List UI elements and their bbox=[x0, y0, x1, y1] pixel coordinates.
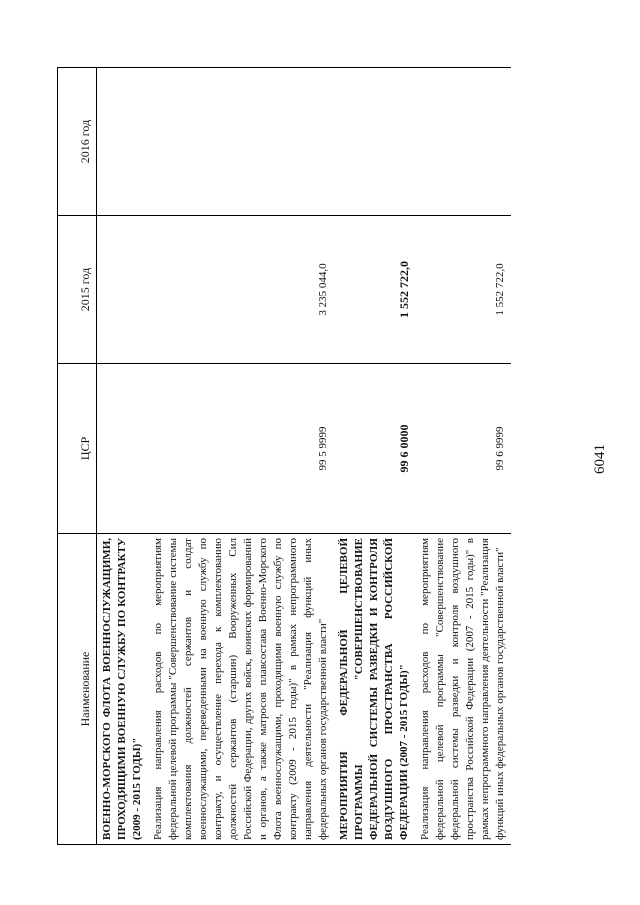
row-2015: 3 235 044,0 bbox=[148, 216, 334, 364]
header-2015: 2015 год bbox=[58, 216, 97, 364]
row-2015: 1 552 722,0 bbox=[415, 216, 511, 364]
page-number: 6041 bbox=[592, 444, 608, 474]
table-header-row bbox=[58, 68, 97, 845]
row-csr: 99 5 9999 bbox=[148, 364, 334, 534]
row-2016 bbox=[97, 68, 149, 216]
header-csr: ЦСР bbox=[58, 364, 97, 534]
row-csr bbox=[97, 364, 149, 534]
row-name: Реализация направления расходов по мероприятиям федеральной целевой программы "Совершенствование системы комплектования должностей сержантов и солдат военнослужащими, переведенными на военную службу по контракту, и осуществление перехода к комплектованию должностей сержантов (старшин) Вооруженных Сил Российской Федерации, других войск, воинских формирований и органов, а также матросов плавсостава Военно-Морского Флота военнослужащими, проходящими военную службу по контракту (2009 - 2015 годы)" в рамках непрограммного направления деятельности "Реализация функций иных федеральных органов государственной власти" bbox=[148, 534, 334, 845]
table-row bbox=[415, 68, 511, 845]
budget-table bbox=[57, 67, 511, 845]
row-2015: 1 552 722,0 bbox=[334, 216, 415, 364]
table-row bbox=[97, 68, 149, 845]
header-name: Наименование bbox=[58, 534, 97, 845]
header-2016: 2016 год bbox=[58, 68, 97, 216]
row-2016 bbox=[334, 68, 415, 216]
row-2015 bbox=[97, 216, 149, 364]
row-name: Реализация направления расходов по мероприятиям федеральной целевой программы "Совершенствование федеральной системы разведки и контроля воздушного пространства Российской Федерации (2007 - 2015 годы)" в рамках непрограммного направления деятельности "Реализация функций иных федеральных органов государственной власти" bbox=[415, 534, 511, 845]
row-name: МЕРОПРИЯТИЯ ФЕДЕРАЛЬНОЙ ЦЕЛЕВОЙ ПРОГРАММЫ "СОВЕРШЕНСТВОВАНИЕ ФЕДЕРАЛЬНОЙ СИСТЕМЫ РАЗВЕДКИ И КОНТРОЛЯ ВОЗДУШНОГО ПРОСТРАНСТВА РОССИЙСКОЙ ФЕДЕРАЦИИ (2007 - 2015 ГОДЫ)" bbox=[334, 534, 415, 845]
row-2016 bbox=[415, 68, 511, 216]
table-row bbox=[334, 68, 415, 845]
row-csr: 99 6 9999 bbox=[415, 364, 511, 534]
row-2016 bbox=[148, 68, 334, 216]
row-csr: 99 6 0000 bbox=[334, 364, 415, 534]
row-name: ВОЕННО-МОРСКОГО ФЛОТА ВОЕННОСЛУЖАЩИМИ, ПРОХОДЯЩИМИ ВОЕННУЮ СЛУЖБУ ПО КОНТРАКТУ (2009 - 2015 ГОДЫ)" bbox=[97, 534, 149, 845]
table-row bbox=[148, 68, 334, 845]
